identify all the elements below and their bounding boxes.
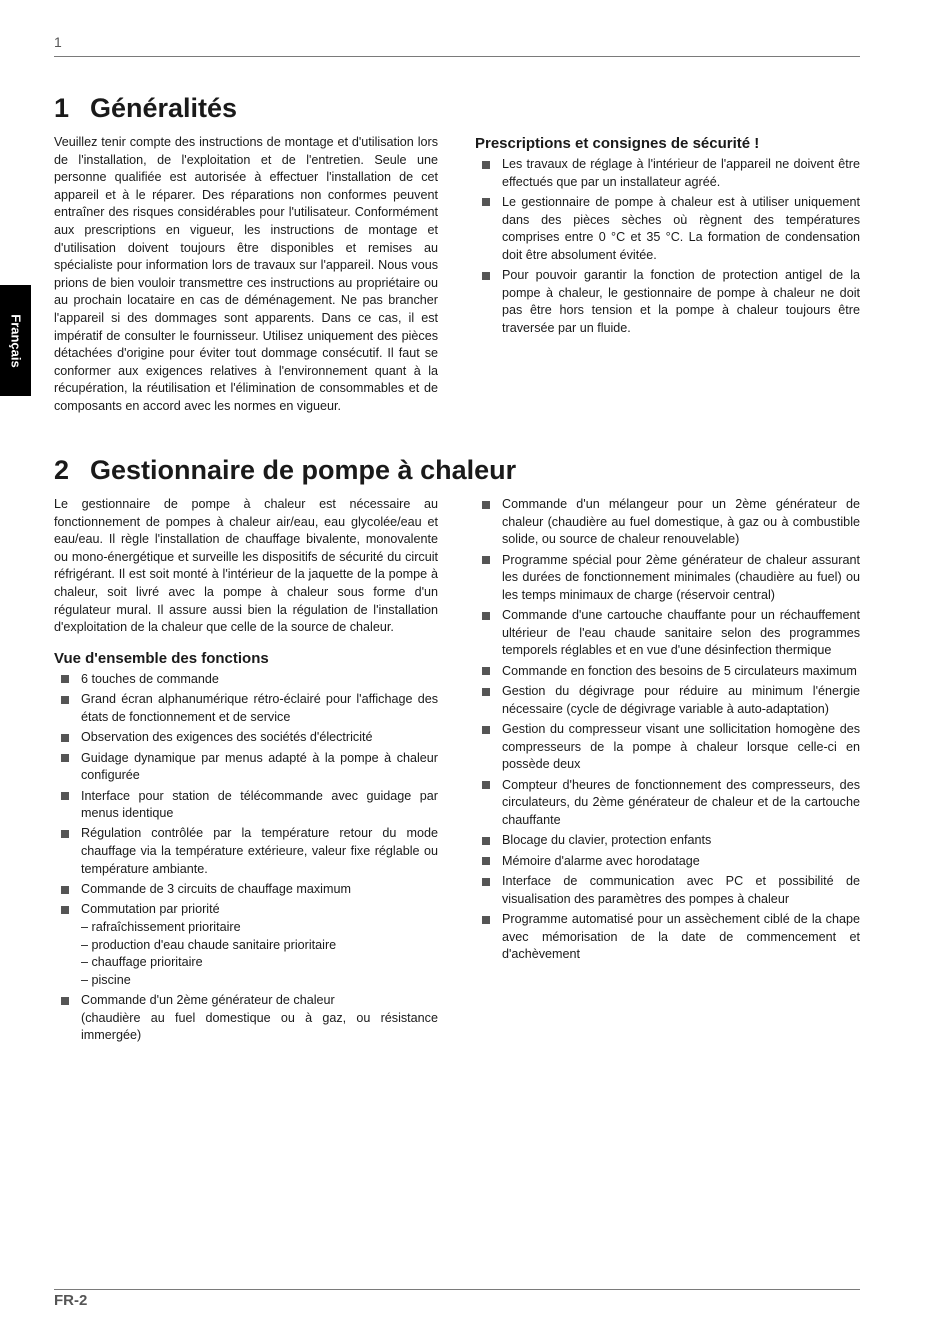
list-item bbox=[475, 607, 860, 660]
square-bullet-icon bbox=[61, 754, 69, 762]
square-bullet-icon bbox=[482, 837, 490, 845]
priority-sub-1: – rafraîchissement prioritaire bbox=[81, 920, 241, 935]
section2-title: Gestionnaire de pompe à chaleur bbox=[90, 455, 517, 485]
square-bullet-icon bbox=[482, 198, 490, 206]
overview-list-right bbox=[475, 496, 860, 964]
square-bullet-icon bbox=[482, 272, 490, 280]
list-item bbox=[54, 729, 438, 747]
list-item-text: Gestion du compresseur visant une sollicitation homogène des compresseurs de la pompe à chaleur lorsque celle-ci en possède deux bbox=[502, 722, 860, 772]
list-item bbox=[475, 194, 860, 264]
square-bullet-icon bbox=[61, 830, 69, 838]
square-bullet-icon bbox=[61, 997, 69, 1005]
list-item bbox=[475, 911, 860, 964]
list-item bbox=[475, 267, 860, 337]
language-tab bbox=[0, 285, 31, 396]
list-item-text: Commande de 3 circuits de chauffage maximum bbox=[81, 882, 351, 897]
square-bullet-icon bbox=[61, 886, 69, 894]
priority-sub-4: – piscine bbox=[81, 972, 131, 987]
header-rule bbox=[54, 56, 860, 57]
square-bullet-icon bbox=[482, 161, 490, 169]
generator-label: Commande d'un 2ème générateur de chaleur bbox=[81, 993, 335, 1008]
list-item bbox=[54, 671, 438, 689]
section2-number: 2 bbox=[54, 455, 70, 485]
footer-page-code: FR-2 bbox=[54, 1292, 88, 1309]
list-item bbox=[475, 721, 860, 774]
section2-right-column bbox=[475, 496, 860, 967]
square-bullet-icon bbox=[61, 734, 69, 742]
list-item-text: Programme automatisé pour un assèchement ciblé de la chape avec mémorisation de la date de commencement et d'achèvement bbox=[502, 912, 860, 962]
list-item-text: Gestion du dégivrage pour réduire au minimum l'énergie nécessaire (cycle de dégivrage variable à auto-adaptation) bbox=[502, 684, 860, 716]
square-bullet-icon bbox=[61, 696, 69, 704]
list-item bbox=[475, 777, 860, 830]
list-item bbox=[54, 881, 438, 899]
list-item bbox=[475, 873, 860, 908]
list-item-text: Commande en fonction des besoins de 5 circulateurs maximum bbox=[502, 663, 857, 678]
square-bullet-icon bbox=[482, 501, 490, 509]
section1-heading bbox=[54, 93, 237, 124]
footer-rule bbox=[54, 1289, 860, 1290]
section2-left-column bbox=[54, 496, 438, 1048]
list-item-text: Blocage du clavier, protection enfants bbox=[502, 833, 712, 848]
list-item bbox=[475, 683, 860, 718]
section1-left-column bbox=[54, 134, 438, 416]
square-bullet-icon bbox=[482, 916, 490, 924]
language-tab-label: Français bbox=[8, 313, 23, 368]
section1-right-column bbox=[475, 134, 860, 340]
list-item bbox=[54, 750, 438, 785]
square-bullet-icon bbox=[61, 906, 69, 914]
header-page-number: 1 bbox=[54, 34, 62, 50]
list-item-text: Programme spécial pour 2ème générateur de chaleur assurant les durées de fonctionnement minimales (chaudière au fuel) ou les temps minimaux de charge (réservoir central) bbox=[502, 552, 860, 602]
square-bullet-icon bbox=[482, 878, 490, 886]
section2-intro: Le gestionnaire de pompe à chaleur est nécessaire au fonctionnement de pompes à chaleur air/eau, eau glycolée/eau et eau/eau. Il règle l'installation de chauffage bivalente, monovalente ou mono-énergétique et surveille les dispositifs de sécurité du circuit réfrigérant. Il est soit monté à l'intérieur de la jaquette de la pompe à chaleur, soit livré avec la pompe à chaleur sous forme d'un régulateur mural. Il assure aussi bien la régulation de l'installation d'exploitation de la chaleur que celle de la source de chaleur. bbox=[54, 497, 438, 635]
safety-heading: Prescriptions et consignes de sécurité ! bbox=[475, 135, 760, 152]
square-bullet-icon bbox=[482, 667, 490, 675]
list-item-text: Commande d'une cartouche chauffante pour un réchauffement ultérieur de l'eau chaude sanitaire selon des programmes temporels réglables et en vue d'une désinfection thermique bbox=[502, 608, 860, 658]
list-item bbox=[54, 825, 438, 878]
list-item bbox=[475, 853, 860, 871]
list-item bbox=[475, 496, 860, 549]
list-item bbox=[475, 832, 860, 850]
overview-heading: Vue d'ensemble des fonctions bbox=[54, 649, 269, 667]
section1-title: Généralités bbox=[90, 93, 238, 123]
list-item-text: Mémoire d'alarme avec horodatage bbox=[502, 853, 700, 868]
section2-heading bbox=[54, 455, 516, 486]
priority-label: Commutation par priorité bbox=[81, 902, 220, 917]
priority-sub-2: – production d'eau chaude sanitaire prioritaire bbox=[81, 937, 337, 952]
square-bullet-icon bbox=[61, 792, 69, 800]
list-item-text: Compteur d'heures de fonctionnement des compresseurs, des circulateurs, du 2ème générateur de chaleur et de la cartouche chauffante bbox=[502, 777, 860, 827]
square-bullet-icon bbox=[61, 675, 69, 683]
square-bullet-icon bbox=[482, 556, 490, 564]
square-bullet-icon bbox=[482, 857, 490, 865]
square-bullet-icon bbox=[482, 726, 490, 734]
overview-list-left bbox=[54, 671, 438, 1045]
list-item bbox=[475, 156, 860, 191]
section1-intro: Veuillez tenir compte des instructions de montage et d'utilisation lors de l'installation, de l'exploitation et de l'entretien. Seule une personne qualifiée est autorisée à effectuer l'installation de cet appareil et à le réparer. Des réparations non conformes peuvent entraîner des risques considérables pour l'utilisateur. Conformément aux prescriptions en vigueur, les instructions de montage et d'utilisation doivent toujours être disponibles et remises au spécialiste pour information lors de travaux sur l'appareil. Nous vous prions de bien vouloir transmettre ces instructions au propriétaire ou au prochain locataire en cas de déménagement. Ne pas brancher l'appareil si des dommages sont apparents. Dans ce cas, il est impératif de consulter le fournisseur. Utilisez uniquement des pièces détachées d'origine pour éviter tout dommage consécutif. Il faut se conformer aux exigences relatives à l'environnement quant à la récupération, la réutilisation et l'élimination de consommables et de composants en accord avec les normes en vigueur. bbox=[54, 135, 438, 413]
list-item-text: Régulation contrôlée par la température retour du mode chauffage via la température extérieure, valeur fixe réglable ou température ambiante. bbox=[81, 826, 438, 876]
list-item-text: Interface pour station de télécommande avec guidage par menus identique bbox=[81, 788, 438, 821]
list-item-text: 6 touches de commande bbox=[81, 671, 219, 686]
list-item bbox=[54, 691, 438, 726]
list-item bbox=[54, 788, 438, 823]
list-item-text: Grand écran alphanumérique rétro-éclairé pour l'affichage des états de fonctionnement et de service bbox=[81, 692, 438, 724]
list-item-generator bbox=[54, 992, 438, 1045]
list-item-text: Pour pouvoir garantir la fonction de protection antigel de la pompe à chaleur, le gestionnaire de pompe à chaleur ne doit pas être hors tension et la pompe à chaleur toujours être traversée par un fluide. bbox=[502, 268, 860, 335]
square-bullet-icon bbox=[482, 612, 490, 620]
list-item bbox=[475, 552, 860, 605]
square-bullet-icon bbox=[482, 688, 490, 696]
list-item-text: Observation des exigences des sociétés d'électricité bbox=[81, 730, 373, 745]
list-item-text: Le gestionnaire de pompe à chaleur est à utiliser uniquement dans des pièces sèches où règnent des températures comprises entre 0 °C et 35 °C. La formation de condensation doit être absolument évitée. bbox=[502, 194, 860, 262]
list-item-priority bbox=[54, 901, 438, 989]
list-item-text: Interface de communication avec PC et possibilité de visualisation des paramètres des pompes à chaleur bbox=[502, 874, 860, 906]
generator-detail: (chaudière au fuel domestique ou à gaz, ou résistance immergée) bbox=[81, 1010, 438, 1043]
list-item bbox=[475, 663, 860, 681]
list-item-text: Commande d'un mélangeur pour un 2ème générateur de chaleur (chaudière au fuel domestique, à gaz ou à combustible solide, ou source de chaleur renouvelable) bbox=[502, 497, 860, 547]
square-bullet-icon bbox=[482, 781, 490, 789]
priority-sub-3: – chauffage prioritaire bbox=[81, 955, 203, 970]
safety-list bbox=[475, 156, 860, 338]
section1-number: 1 bbox=[54, 93, 70, 123]
list-item-text: Les travaux de réglage à l'intérieur de l'appareil ne doivent être effectués que par un installateur agréé. bbox=[502, 157, 860, 189]
list-item-text: Guidage dynamique par menus adapté à la pompe à chaleur configurée bbox=[81, 750, 438, 783]
